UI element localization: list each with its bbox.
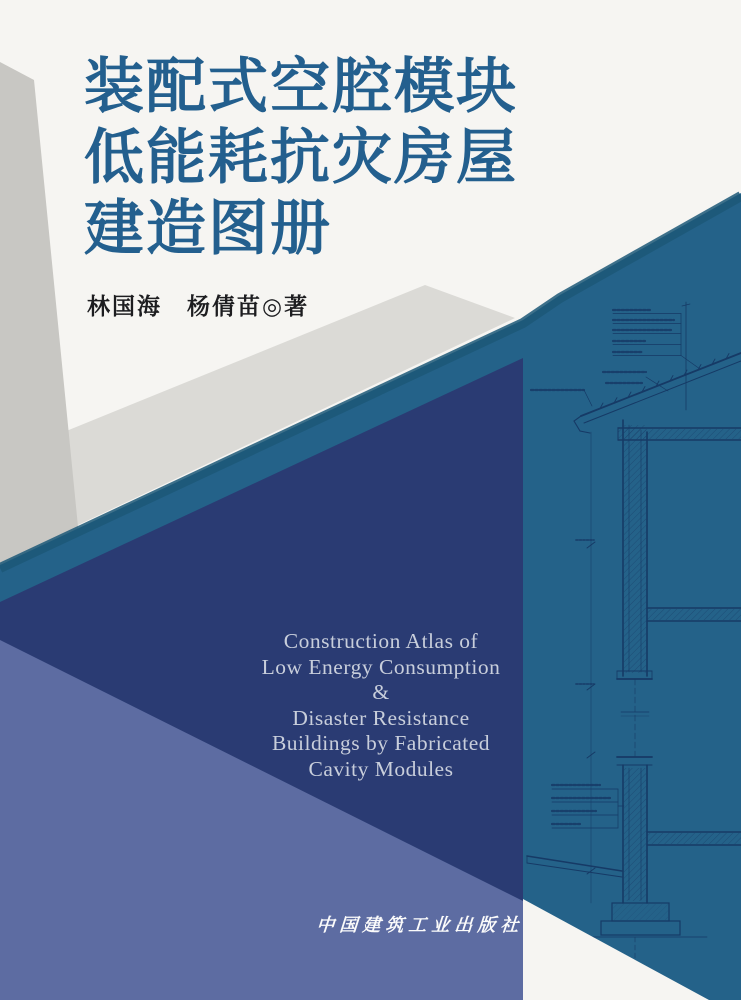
book-title-line-3: 建造图册 [84, 196, 332, 262]
english-title-line-4: Disaster Resistance [292, 705, 470, 730]
publisher-name: 中国建筑工业出版社 [315, 915, 525, 935]
drawing-slab-mid [647, 608, 741, 621]
author-names: 林国海 杨倩苗 [87, 294, 262, 319]
drawing-slab-lower [647, 832, 741, 845]
english-title-line-1: Construction Atlas of [283, 629, 479, 653]
author-line [87, 288, 309, 321]
drawing-slab-top [618, 428, 741, 440]
english-title-line-2: Low Energy Consumption [261, 654, 501, 679]
book-title-line-1: 装配式空腔模块 [84, 54, 518, 120]
english-title-ampersand: & [372, 680, 390, 704]
english-title-line-5: Buildings by Fabricated [271, 731, 491, 755]
english-title-line-6: Cavity Modules [308, 756, 454, 781]
author-suffix: ◎著 [262, 294, 310, 319]
book-title [84, 52, 518, 265]
drawing-lower-wall [623, 765, 647, 903]
english-title [233, 629, 529, 782]
drawing-upper-wall [623, 420, 647, 676]
book-title-line-2: 低能耗抗灾房屋 [84, 125, 518, 191]
